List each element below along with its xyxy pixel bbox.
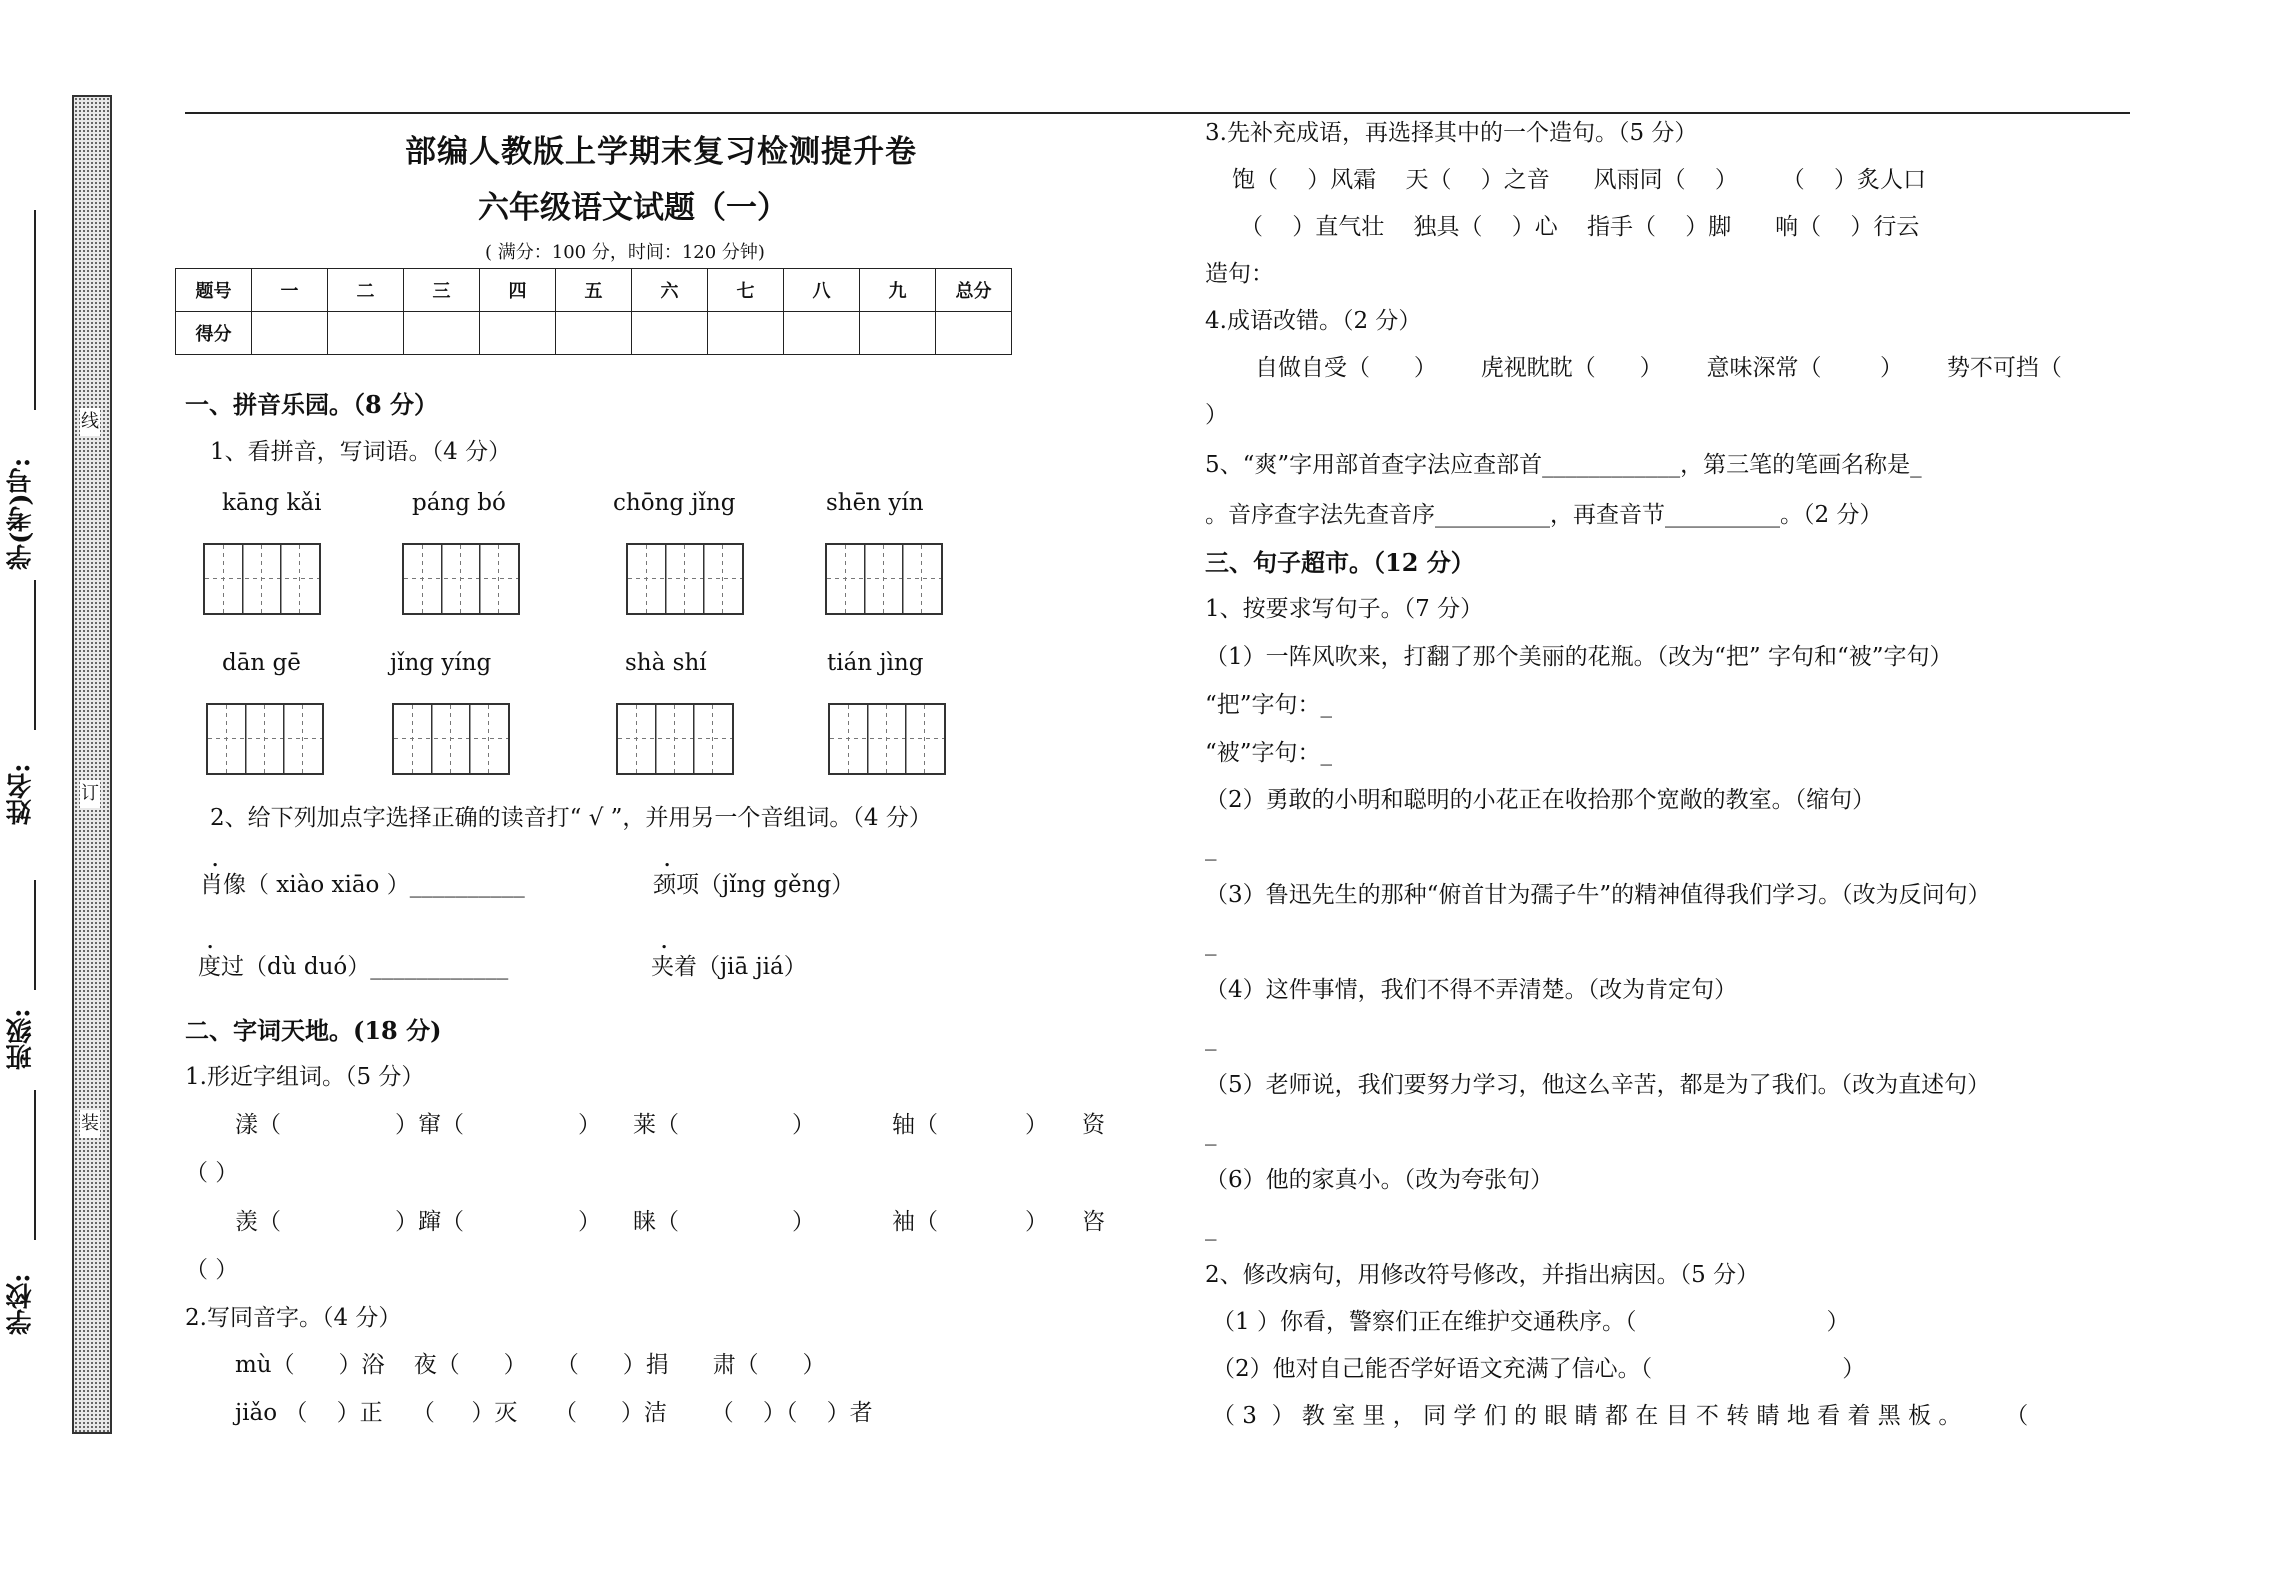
class-label: 班级: <box>6 1008 36 1070</box>
score-cell: 二 <box>328 269 404 312</box>
binding-label-bind: 装 <box>80 1110 100 1138</box>
idiom-row: 饱（ ）风霜 天（ ）之音 风雨同（ ） （ ）炙人口 <box>1232 167 1926 193</box>
word-item: ）窜（ <box>395 1112 464 1138</box>
word-item: ） <box>1025 1209 1048 1235</box>
exam-meta: ( 满分：100 分，时间：120 分钟) <box>485 242 765 263</box>
idiom-row: （ ）直气壮 独具（ ）心 指手（ ）脚 响（ ）行云 <box>1240 214 1920 240</box>
score-input-cell[interactable] <box>328 312 404 355</box>
sick-sentence-item: （ 3 ） 教 室 里 ， 同 学 们 的 眼 睛 都 在 目 不 转 睛 地 看 着 黑 板 。 （ <box>1212 1403 2029 1429</box>
score-input-cell[interactable] <box>860 312 936 355</box>
score-table-header-row <box>176 269 1012 312</box>
section-3-q1-title: 1、按要求写句子。（7 分） <box>1205 596 1484 622</box>
binding-margin <box>72 95 112 1434</box>
reading-item: 肖像（ xiào xiāo ）__________ <box>200 872 525 898</box>
sentence-item: “把”字句：_ <box>1205 692 1333 718</box>
sentence-item: （3）鲁迅先生的那种“俯首甘为孺子牛”的精神值得我们学习。（改为反问句） <box>1205 882 1991 908</box>
question-5-line-2: 。音序查字法先查音序__________，再查音节__________。（2 分） <box>1205 502 1883 528</box>
class-underline <box>34 880 36 990</box>
score-cell: 七 <box>708 269 784 312</box>
question-5-line-1: 5、“爽”字用部首查字法应查部首____________，第三笔的笔画名称是_ <box>1205 452 1922 478</box>
question-2-1-title: 1.形近字组词。（5 分） <box>185 1064 425 1090</box>
sick-sentence-item: （1 ）你看，警察们正在维护交通秩序。（ ） <box>1212 1309 1850 1335</box>
writing-grid[interactable] <box>392 703 510 775</box>
pinyin-label: jǐng yíng <box>390 650 492 676</box>
score-cell: 六 <box>632 269 708 312</box>
answer-blank[interactable]: _ <box>1205 1215 1217 1241</box>
exam-title: 部编人教版上学期末复习检测提升卷 <box>405 134 917 170</box>
id-underline <box>34 210 36 410</box>
sentence-item: “被”字句：_ <box>1205 740 1333 766</box>
word-item: 漾（ <box>235 1112 281 1138</box>
sentence-item: （6）他的家真小。（改为夸张句） <box>1205 1167 1554 1193</box>
score-cell: 题号 <box>176 269 252 312</box>
score-cell: 五 <box>556 269 632 312</box>
pinyin-label: chōng jǐng <box>613 490 736 516</box>
homophone-row: mù（ ）浴 夜（ ） （ ）捐 肃（ ） <box>235 1352 826 1378</box>
school-label: 学校: <box>6 1273 36 1335</box>
word-item: ） <box>792 1209 815 1235</box>
score-input-cell[interactable] <box>632 312 708 355</box>
word-item: 轴（ <box>892 1112 938 1138</box>
sentence-item: （1）一阵风吹来，打翻了那个美丽的花瓶。（改为“把” 字句和“被”字句） <box>1205 644 1953 670</box>
sentence-item: （5）老师说，我们要努力学习，他这么辛苦，都是为了我们。（改为直述句） <box>1205 1072 1991 1098</box>
pinyin-label: kāng kǎi <box>222 490 322 516</box>
score-cell: 四 <box>480 269 556 312</box>
answer-blank[interactable]: _ <box>1205 1025 1217 1051</box>
word-item: ） <box>578 1112 601 1138</box>
idiom-correction-close: ） <box>1205 402 1228 428</box>
pinyin-label: tián jìng <box>827 650 924 676</box>
word-item: 莱（ <box>633 1112 679 1138</box>
section-2-title: 二、字词天地。(18 分) <box>185 1016 442 1045</box>
word-item: 资 <box>1082 1112 1105 1138</box>
section-3-q2-title: 2、修改病句，用修改符号修改，并指出病因。（5 分） <box>1205 1262 1760 1288</box>
score-input-cell[interactable] <box>556 312 632 355</box>
writing-grid[interactable] <box>402 543 520 615</box>
answer-blank[interactable]: _ <box>1205 930 1217 956</box>
name-label: 姓名: <box>6 763 36 825</box>
reading-item: 度过（dù duó）____________ <box>198 954 509 980</box>
homophone-row: jiǎo （ ）正 （ ）灭 （ ）洁 （ ）（ ）者 <box>235 1400 873 1426</box>
score-input-cell[interactable] <box>708 312 784 355</box>
make-sentence-label: 造句： <box>1205 261 1274 287</box>
score-input-cell[interactable] <box>784 312 860 355</box>
emphasis-dot: . <box>664 850 671 871</box>
word-item: 羡（ <box>235 1209 281 1235</box>
score-cell: 得分 <box>176 312 252 355</box>
binding-label-line: 线 <box>80 408 100 436</box>
question-3-title: 3.先补充成语，再选择其中的一个造句。（5 分） <box>1205 120 1698 146</box>
answer-blank[interactable]: _ <box>1205 1120 1217 1146</box>
binding-label-staple: 订 <box>80 780 100 808</box>
word-item: 袖（ <box>892 1209 938 1235</box>
pinyin-label: shà shí <box>625 650 707 676</box>
score-cell: 八 <box>784 269 860 312</box>
writing-grid[interactable] <box>626 543 744 615</box>
writing-grid[interactable] <box>828 703 946 775</box>
writing-grid[interactable] <box>616 703 734 775</box>
pinyin-label: shēn yín <box>826 490 924 516</box>
name-underline <box>34 580 36 730</box>
score-cell: 九 <box>860 269 936 312</box>
question-2-title: 2、给下列加点字选择正确的读音打“ √ ”，并用另一个音组词。（4 分） <box>210 805 932 831</box>
pinyin-label: dān gē <box>222 650 301 676</box>
score-cell: 总分 <box>936 269 1012 312</box>
emphasis-dot: . <box>661 932 668 953</box>
word-item: ） <box>1025 1112 1048 1138</box>
word-item: 睐（ <box>633 1209 679 1235</box>
reading-item: 夹着（jiā jiá） <box>651 954 807 980</box>
word-item: ） <box>578 1209 601 1235</box>
section-3-title: 三、句子超市。（12 分） <box>1205 548 1475 577</box>
word-item: ） <box>792 1112 815 1138</box>
emphasis-dot: . <box>207 932 214 953</box>
school-underline <box>34 1090 36 1240</box>
sentence-item: （2）勇敢的小明和聪明的小花正在收拾那个宽敞的教室。（缩句） <box>1205 787 1876 813</box>
exam-subtitle: 六年级语文试题（一） <box>478 190 788 226</box>
word-item: （ ） <box>185 1257 239 1283</box>
reading-item: 颈项（jǐng gěng） <box>653 872 855 898</box>
score-table-score-row <box>176 312 1012 355</box>
section-1-title: 一、拼音乐园。（8 分） <box>185 390 439 419</box>
writing-grid[interactable] <box>206 703 324 775</box>
student-id-label: 学(考)号: <box>6 457 36 570</box>
score-input-cell[interactable] <box>404 312 480 355</box>
score-input-cell[interactable] <box>936 312 1012 355</box>
question-1-title: 1、看拼音，写词语。（4 分） <box>210 439 512 465</box>
sick-sentence-item: （2）他对自己能否学好语文充满了信心。（ ） <box>1212 1356 1866 1382</box>
writing-grid[interactable] <box>825 543 943 615</box>
score-input-cell[interactable] <box>252 312 328 355</box>
writing-grid[interactable] <box>203 543 321 615</box>
pinyin-label: páng bó <box>412 490 506 516</box>
score-cell: 三 <box>404 269 480 312</box>
word-item: （ ） <box>185 1160 239 1186</box>
score-input-cell[interactable] <box>480 312 556 355</box>
sentence-item: （4）这件事情，我们不得不弄清楚。（改为肯定句） <box>1205 977 1738 1003</box>
score-cell: 一 <box>252 269 328 312</box>
score-table <box>175 268 1012 355</box>
word-item: ）蹿（ <box>395 1209 464 1235</box>
answer-blank[interactable]: _ <box>1205 835 1217 861</box>
question-4-title: 4.成语改错。（2 分） <box>1205 308 1422 334</box>
idiom-correction-row: 自做自受（ ） 虎视眈眈（ ） 意味深常（ ） 势不可挡（ <box>1255 355 2062 381</box>
top-rule <box>185 112 2130 114</box>
word-item: 咨 <box>1082 1209 1105 1235</box>
question-2-2-title: 2.写同音字。（4 分） <box>185 1305 402 1331</box>
emphasis-dot: . <box>212 850 219 871</box>
